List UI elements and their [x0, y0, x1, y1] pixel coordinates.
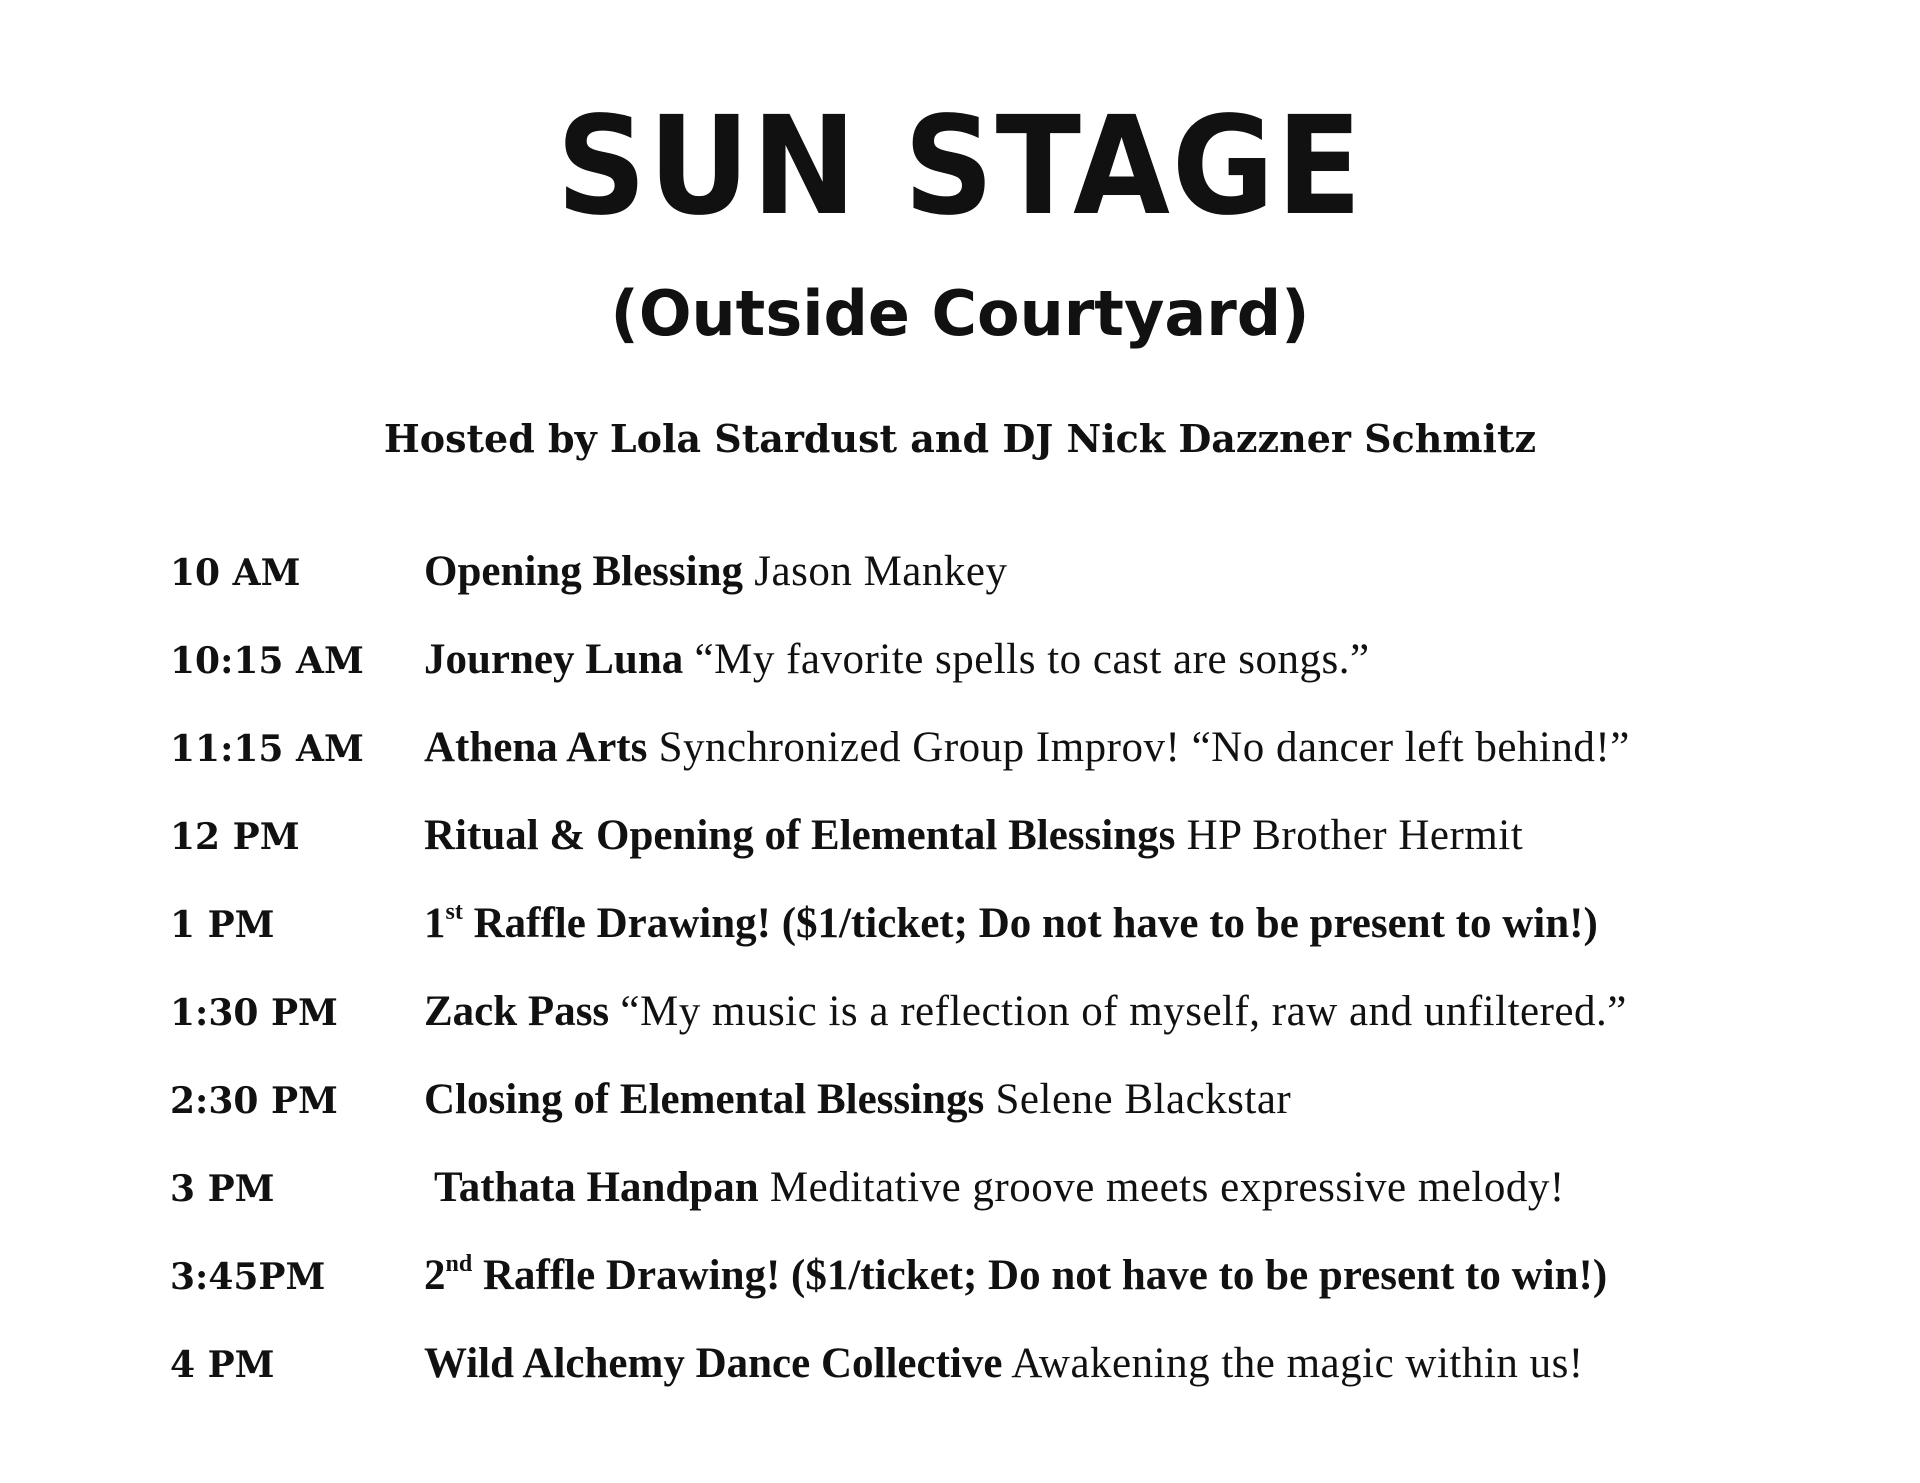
act-description: “My music is a reflection of myself, raw and unfiltered.” — [609, 988, 1627, 1035]
schedule-time: 4 PM — [170, 1344, 275, 1386]
act-description: Selene Blackstar — [984, 1076, 1292, 1123]
act-name: Raffle Drawing! ($1/ticket; Do not have to be present to win!) — [472, 1252, 1608, 1299]
ordinal-number: 2 — [424, 1252, 446, 1299]
schedule-entry — [424, 1074, 1291, 1126]
schedule-row — [170, 634, 1890, 722]
act-name: Tathata Handpan — [424, 1164, 759, 1211]
ordinal-number: 1 — [424, 900, 446, 947]
schedule-time: 10 AM — [170, 552, 301, 594]
schedule-entry — [424, 546, 1007, 598]
act-name: Ritual & Opening of Elemental Blessings — [424, 812, 1176, 859]
schedule-entry — [424, 1250, 1607, 1302]
schedule-time: 2:30 PM — [170, 1080, 338, 1122]
schedule-row — [170, 722, 1890, 810]
page-subtitle: (Outside Courtyard) — [610, 277, 1310, 350]
schedule-entry — [424, 1338, 1584, 1390]
schedule-time: 11:15 AM — [170, 728, 364, 770]
schedule-row — [170, 546, 1890, 634]
act-name: Journey Luna — [424, 636, 684, 683]
act-name: Raffle Drawing! ($1/ticket; Do not have to be present to win!) — [462, 900, 1598, 947]
schedule-entry — [424, 898, 1598, 950]
schedule-entry — [424, 1162, 1565, 1214]
act-name: Athena Arts — [424, 724, 648, 771]
schedule-time: 3 PM — [170, 1168, 275, 1210]
schedule-time: 3:45PM — [170, 1256, 326, 1298]
schedule-row — [170, 1162, 1890, 1250]
schedule-entry — [424, 722, 1630, 774]
act-description: Meditative groove meets expressive melody! — [758, 1164, 1565, 1211]
hosted-by-line: Hosted by Lola Stardust and DJ Nick Dazzner Schmitz — [383, 416, 1537, 461]
act-name: Opening Blessing — [424, 548, 744, 595]
act-description: Awakening the magic within us! — [1002, 1340, 1584, 1387]
page-title: SUN STAGE — [556, 88, 1364, 246]
schedule-time: 12 PM — [170, 816, 300, 858]
schedule-row — [170, 1250, 1890, 1338]
schedule-time: 1:30 PM — [170, 992, 338, 1034]
act-description: HP Brother Hermit — [1175, 812, 1524, 859]
act-name: Zack Pass — [424, 988, 610, 1035]
act-description: Jason Mankey — [743, 548, 1008, 595]
schedule-row — [170, 898, 1890, 986]
act-description: Synchronized Group Improv! “No dancer left behind!” — [647, 724, 1630, 771]
schedule-entry — [424, 634, 1370, 686]
schedule-entry — [424, 810, 1523, 862]
schedule-time: 10:15 AM — [170, 640, 364, 682]
act-description: “My favorite spells to cast are songs.” — [683, 636, 1370, 683]
act-name: Closing of Elemental Blessings — [424, 1076, 985, 1123]
schedule-list — [170, 546, 1890, 1426]
schedule-row — [170, 986, 1890, 1074]
act-name: Wild Alchemy Dance Collective — [424, 1340, 1003, 1387]
ordinal-suffix: nd — [445, 1251, 473, 1277]
schedule-time: 1 PM — [170, 904, 275, 946]
ordinal-suffix: st — [445, 899, 463, 925]
schedule-row — [170, 1338, 1890, 1426]
schedule-row — [170, 810, 1890, 898]
schedule-row — [170, 1074, 1890, 1162]
schedule-entry — [424, 986, 1627, 1038]
